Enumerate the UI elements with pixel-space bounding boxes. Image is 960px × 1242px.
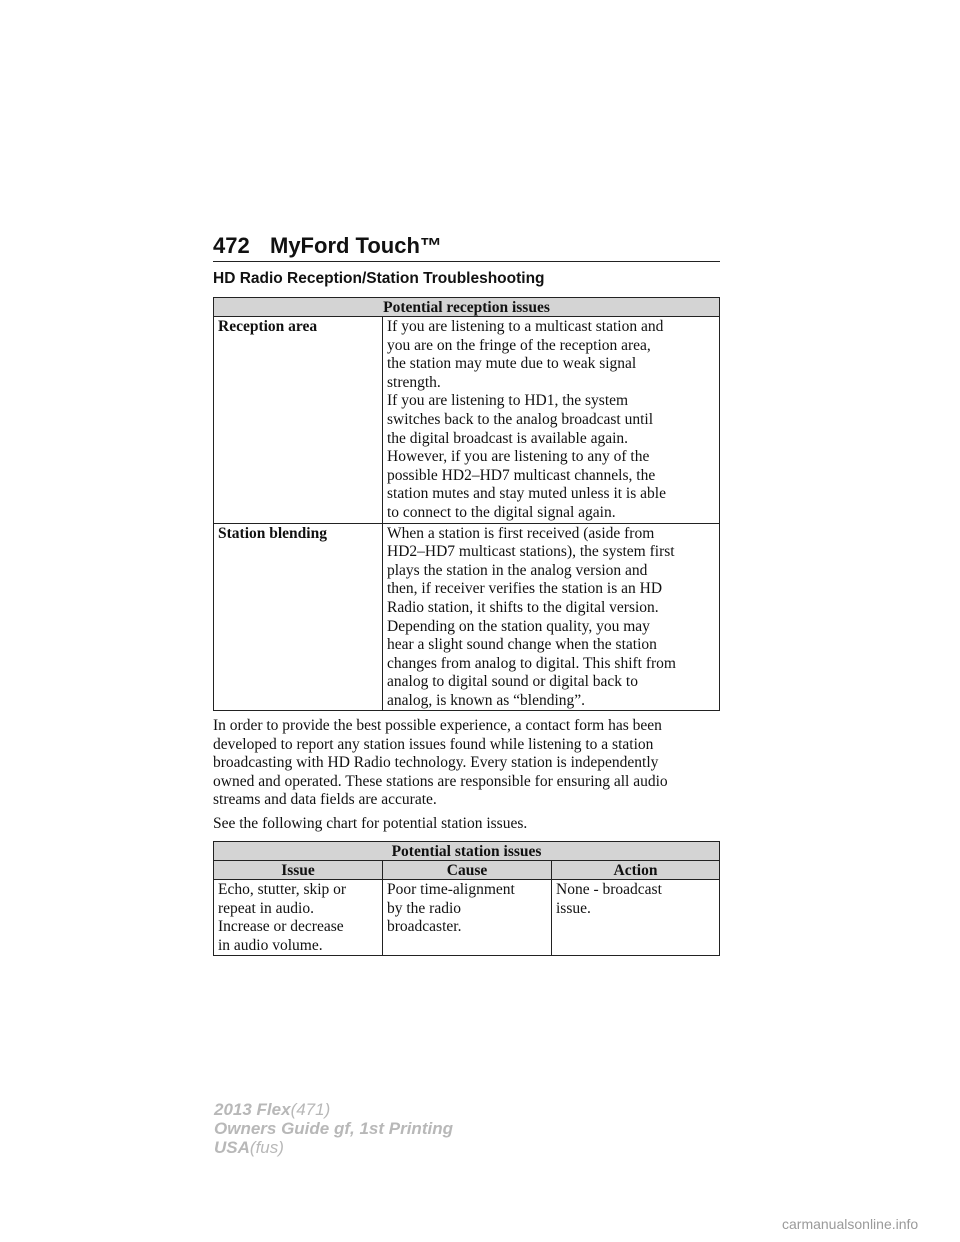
text-line: in audio volume.	[218, 936, 323, 954]
table-row	[214, 880, 720, 956]
reception-issues-table	[213, 297, 720, 711]
text-line: Increase or decrease	[218, 918, 344, 936]
station-table-caption: Potential station issues	[214, 842, 720, 861]
text-line: In order to provide the best possible experience, a contact form has been	[213, 717, 662, 734]
table-row	[214, 523, 720, 711]
row-description	[383, 523, 720, 711]
column-header-cause: Cause	[383, 861, 552, 880]
table-row	[214, 317, 720, 524]
print-footer	[214, 1100, 453, 1157]
text-line: changes from analog to digital. This shift from	[387, 654, 676, 672]
text-line: analog to digital sound or digital back to	[387, 673, 638, 691]
text-line: None - broadcast	[556, 881, 662, 898]
intro-paragraph	[213, 717, 723, 810]
text-line: Depending on the station quality, you may	[387, 617, 650, 635]
row-label: Station blending	[214, 523, 383, 711]
text-line: HD2–HD7 multicast stations), the system first	[387, 543, 675, 561]
chapter-title: MyFord Touch™	[270, 233, 442, 258]
text-line: developed to report any station issues found while listening to a station	[213, 735, 654, 753]
footer-model: 2013 Flex	[214, 1100, 291, 1119]
station-issues-table	[213, 841, 720, 956]
page-header	[213, 233, 720, 262]
watermark: carmanualsonline.info	[782, 1216, 919, 1232]
footer-market: USA	[214, 1138, 250, 1157]
text-line: plays the station in the analog version and	[387, 561, 648, 579]
text-line: streams and data fields are accurate.	[213, 791, 437, 809]
text-line: hear a slight sound change when the station	[387, 636, 657, 654]
row-label: Reception area	[214, 317, 383, 524]
text-line: the station may mute due to weak signal	[387, 355, 637, 373]
text-line: If you are listening to HD1, the system	[387, 392, 629, 410]
row-description	[383, 317, 720, 524]
issue-cell	[214, 880, 383, 956]
text-line: Radio station, it shifts to the digital version.	[387, 598, 659, 616]
text-line: When a station is first received (aside from	[387, 524, 655, 542]
footer-model-page: (471)	[290, 1100, 331, 1119]
text-line: owned and operated. These stations are responsible for ensuring all audio	[213, 772, 668, 790]
page-number: 472	[213, 233, 250, 258]
text-line: If you are listening to a multicast station and	[387, 318, 664, 335]
text-line: switches back to the analog broadcast until	[387, 410, 654, 428]
footer-line-model	[214, 1100, 453, 1119]
text-line: station mutes and stay muted unless it is able	[387, 485, 666, 503]
footer-line-guide	[214, 1119, 453, 1138]
section-title: HD Radio Reception/Station Troubleshooting	[213, 270, 545, 287]
text-line: broadcasting with HD Radio technology. Every station is independently	[213, 754, 659, 772]
text-line: you are on the fringe of the reception area,	[387, 336, 651, 354]
column-header-issue: Issue	[214, 861, 383, 880]
cause-cell	[383, 880, 552, 956]
text-line: by the radio	[387, 899, 462, 917]
text-line: Echo, stutter, skip or	[218, 881, 347, 898]
footer-market-code: (fus)	[249, 1138, 284, 1157]
action-cell	[552, 880, 720, 956]
chart-reference-paragraph: See the following chart for potential station issues.	[213, 815, 528, 832]
text-line: to connect to the digital signal again.	[387, 503, 616, 521]
text-line: issue.	[556, 899, 591, 917]
column-header-action: Action	[552, 861, 720, 880]
reception-table-caption: Potential reception issues	[214, 298, 720, 317]
text-line: Poor time-alignment	[387, 881, 515, 898]
footer-guide: Owners Guide gf, 1st Printing	[214, 1119, 453, 1138]
text-line: the digital broadcast is available again.	[387, 429, 629, 447]
text-line: strength.	[387, 373, 441, 391]
text-line: possible HD2–HD7 multicast channels, the	[387, 466, 656, 484]
footer-line-market	[214, 1138, 453, 1157]
text-line: then, if receiver verifies the station is an HD	[387, 580, 663, 598]
text-line: However, if you are listening to any of the	[387, 448, 650, 466]
text-line: broadcaster.	[387, 918, 462, 936]
text-line: repeat in audio.	[218, 899, 314, 917]
text-line: analog, is known as “blending”.	[387, 691, 586, 709]
